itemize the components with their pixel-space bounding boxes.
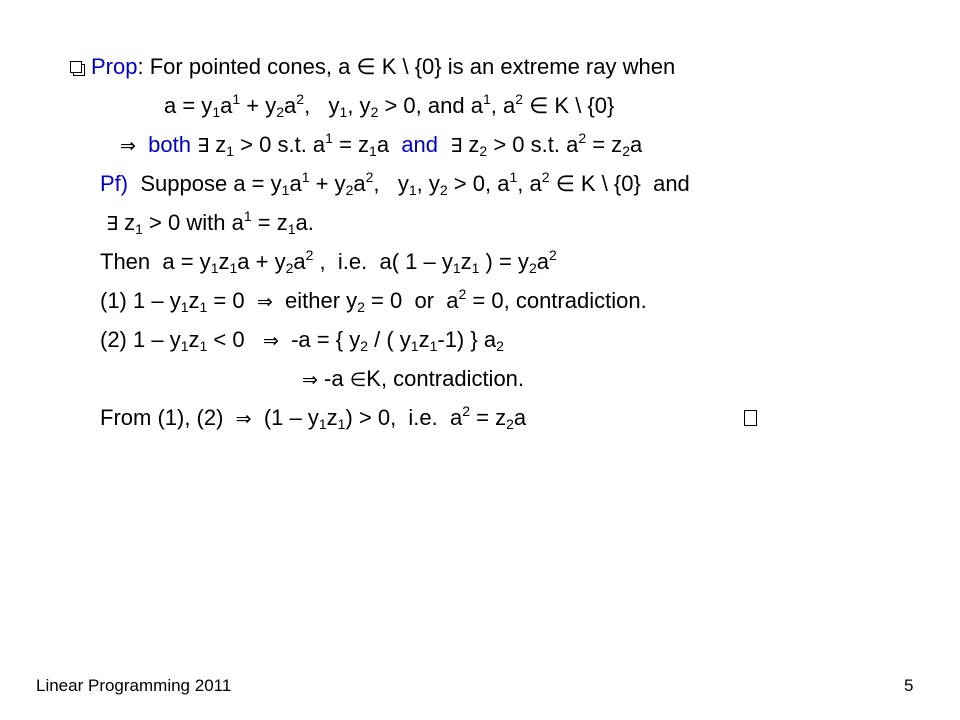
implies-line: ⇒ both ∃ $z_1 > 0$ s.t. $a^1 = z_1a$ and ∃ $z_2 > 0$ s.t. $a^2 = z_2a$ [120,130,643,159]
proof-label: Pf) [100,171,129,196]
exists-line: ∃ $z_1 > 0$ with $a^1 = z_1a$. [106,208,314,237]
case-1-line: (1) $1 - y_1z_1 = 0$ ⇒ either $y_2 = 0$ or $a^2 = 0$, contradiction. [100,286,647,315]
page-number: 5 [904,676,914,695]
bullet-icon [70,61,82,73]
prop-text: For pointed cones, a ∈ K \ {0} is an extreme ray when [149,54,676,79]
implies-arrow-icon: ⇒ [235,408,252,430]
footer-course-title: Linear Programming 2011 [36,676,232,695]
exists-symbol-icon: ∃ [197,135,210,157]
implies-arrow-icon: ⇒ [262,330,279,352]
exists-symbol-icon: ∃ [106,213,119,235]
proof-line: Pf) Suppose $a = y_1a^1 + y_2a^2$, $y_1$, $y_2 > 0$, $a^1$, $a^2$ ∈ K \ {0} and [100,169,690,198]
both-keyword: both [148,132,191,157]
prop-line: Prop: For pointed cones, a ∈ K \ {0} is an extreme ray when [70,53,675,81]
implies-arrow-icon: ⇒ [302,369,318,391]
prop-label: Prop [91,54,138,79]
then-line: Then $a = y_1z_1a + y_2a^2$ , i.e. a( $1 - y_1z_1$ ) = $y_2a^2$ [100,247,557,276]
condition-line: $a = y_1a^1 + y_2a^2$, $y_1$, $y_2 > 0$, and $a^1$, $a^2$ ∈ K \ {0} [164,91,615,120]
case-2-line: (2) $1 - y_1z_1 < 0$ ⇒ -a = { $y_2$ / ( $y_1z_1-1$) } $a_2$ [100,327,504,354]
element-of-icon: ∈ [349,369,367,391]
and-keyword: and [401,132,439,157]
from-line: From (1), (2) ⇒ $(1 - y_1z_1) > 0$, i.e. $a^2 = z_2a$ [100,403,527,432]
case-2-conclusion-line: ⇒ -a ∈K, contradiction. [302,366,525,391]
implies-arrow-icon: ⇒ [120,135,136,157]
implies-arrow-icon: ⇒ [256,291,273,313]
qed-box-icon [744,410,757,429]
exists-symbol-icon: ∃ [450,135,463,157]
